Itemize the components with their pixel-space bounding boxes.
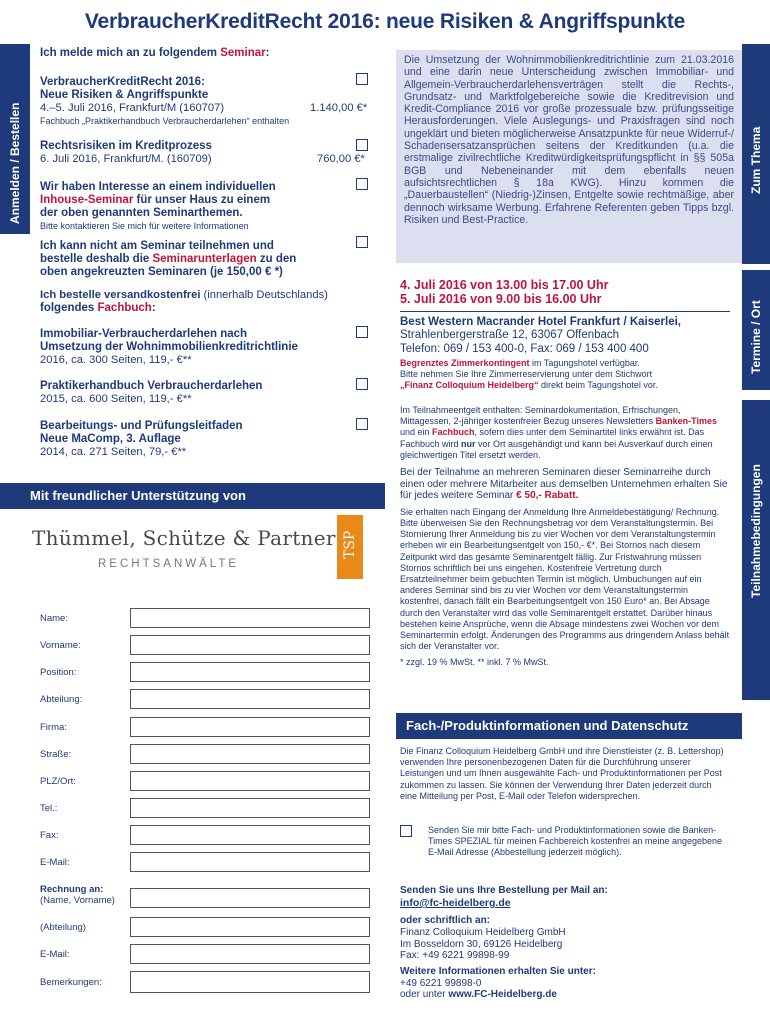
plz-ort-field[interactable] [130,771,370,791]
strasse-label: Straße: [40,749,72,760]
seminar-1-checkbox[interactable] [356,73,368,85]
unterlagen-checkbox[interactable] [356,236,368,248]
tel-label: Tel.: [40,803,58,814]
rechnung-name-field[interactable] [130,888,370,908]
support-bar: Mit freundlicher Unterstützung von [0,483,385,509]
fachbuch-intro: Ich bestelle versandkostenfrei (innerhalb Deutschlands) folgendes Fachbuch: [40,289,328,314]
abteilung-label: Abteilung: [40,694,83,705]
fax-label: Fax: [40,830,59,841]
book-1-checkbox[interactable] [356,326,368,338]
sponsor-logo-subtitle: RECHTSANWÄLTE [98,558,240,570]
web-link[interactable]: www.FC-Heidelberg.de [448,989,557,1000]
order-intro: Ich melde mich an zu folgendem Seminar: [40,47,270,59]
seminar-1: VerbraucherKreditRecht 2016: Neue Risiken & Angriffspunkte 4.–5. Juli 2016, Frankfurt/M (160707) Fachbuch „Praktikerhandbuch Verbraucherdarlehen“ enthalten [40,76,290,126]
teilnahme-p1: Im Teilnahmeentgelt enthalten: Seminardokumentation, Erfrischungen, Mittagessen, 2-jähriger kostenfreier Bezug unseres Newsletters Banken-Times und ein Fachbuch, sofern dies unter dem Seminartitel links erwähnt ist. Das Fachbuch wird nur vor Ort ausgehändigt und kann bei Ausverkauf durch einen gleichwertigen Titel ersetzt werden. [400,405,717,460]
seminar-2-checkbox[interactable] [356,139,368,151]
seminar-2-price: 760,00 €* [317,153,365,165]
side-tab-zum-thema-label: Zum Thema [749,126,763,194]
side-tab-teilnahme-label: Teilnahmebedingungen [749,464,763,598]
side-tab-anmelden-label: Anmelden / Bestellen [8,102,22,224]
datenschutz-text: Die Finanz Colloquium Heidelberg GmbH und ihre Dienstleister (z. B. Lettershop) verwenden Ihre personenbezogenen Daten für die Durchführung unserer Leistungen und um Ihnen ausgewählte Fach- und Produktinformationen per Post zukommen zu lassen. Sie können der Verwendung Ihrer Daten jederzeit durch eine Mitteilung per Post, E-Mail oder Telefon widersprechen. [400,746,724,801]
side-tab-termine [742,270,770,390]
seminar-1-price: 1.140,00 €* [310,102,368,114]
contact-block: Senden Sie uns Ihre Bestellung per Mail an: info@fc-heidelberg.de oder schriftlich an: Finanz Colloquium Heidelberg GmbH Im Bosseldorn 30, 69126 Heidelberg Fax: +49 6221 99898-99 Weitere Informationen erhalten Sie unter: +49 6221 99898-0 oder unter www.FC-Heidelberg.de [400,885,730,1001]
side-tab-anmelden [0,44,30,234]
firma-field[interactable] [130,717,370,737]
hotel-phone: Telefon: 069 / 153 400-0, Fax: 069 / 153 400 400 [400,342,649,355]
tel-field[interactable] [130,798,370,818]
book-2-checkbox[interactable] [356,378,368,390]
position-field[interactable] [130,662,370,682]
date-2: 5. Juli 2016 von 9.00 bis 16.00 Uhr [400,292,602,306]
teilnahme-p3: Sie erhalten nach Eingang der Anmeldung Ihre Anmeldebestätigung/ Rechnung. Bitte überweisen Sie den Rechnungsbetrag vor dem Veranstaltungstermin. Bei Stornierung Ihrer Anmeldung bis zu vier Wochen vor dem Veranstaltungstermin erheben wir ein Bearbeitungsentgelt von 150,- €*. Bei Stornos nach diesem Zeitpunkt wird das gesamte Seminarentgelt fällig. Zur Fristwahrung müssen Stornos schriftlich bei uns eingehen. Kostenfreie Vertretung durch Ersatzteilnehmer beim gebuchten Termin ist möglich. Umbuchungen auf ein anderes Seminar sind bis zu vier Wochen vor dem Veranstaltungstermin kostenfrei, danach fällt ein Bearbeitungsentgelt von 150 Euro* an. Bei Absage durch den Veranstalter wird das volle Seminarentgelt erstattet. Darüber hinaus bestehen keine Ansprüche, wenn die Absage mindestens zwei Wochen vor dem Seminartermin erfolgt. Änderungen des Programms aus dringendem Anlass behält sich der Veranstalter vor. [400,506,730,652]
newsletter-checkbox[interactable] [400,825,412,837]
vorname-field[interactable] [130,635,370,655]
vorname-label: Vorname: [40,640,81,651]
name-field[interactable] [130,608,370,628]
mail-link[interactable]: info@fc-heidelberg.de [400,897,511,909]
book-2: Praktikerhandbuch Verbraucherdarlehen 2015, ca. 600 Seiten, 119,- €** [40,380,263,405]
inhouse-option: Wir haben Interesse an einem individuellen Inhouse-Seminar für unser Haus zu einem der oben genannten Seminarthemen. Bitte kontaktieren Sie mich für weitere Informationen [40,181,276,231]
page-title: VerbraucherKreditRecht 2016: neue Risiken & Angriffspunkte [84,10,686,33]
datenschutz-bar: Fach-/Produktinformationen und Datenschutz [396,713,742,739]
rechnung-abteilung-label: (Abteilung) [40,922,86,933]
sponsor-logo-mark: TSP [337,515,363,579]
newsletter-text: Senden Sie mir bitte Fach- und Produktinformationen sowie die Banken-Times SPEZIAL für meinen Fachbereich kostenfrei an meine angegebene E-Mail Adresse (Abbestellung jederzeit möglich). [428,825,722,858]
strasse-field[interactable] [130,744,370,764]
side-tab-zum-thema [742,44,770,264]
book-1: Immobiliar-Verbraucherdarlehen nach Umsetzung der Wohnimmobilienkreditrichtlinie 2016, ca. 300 Seiten, 119,- €** [40,328,298,366]
rechnung-email-label: E-Mail: [40,949,70,960]
book-3-checkbox[interactable] [356,418,368,430]
unterlagen-option: Ich kann nicht am Seminar teilnehmen und bestelle deshalb die Seminarunterlagen zu den oben angekreuzten Seminaren (je 150,00 € *) [40,240,297,278]
rechnung-label: Rechnung an: (Name, Vorname) [40,884,115,906]
rechnung-abteilung-field[interactable] [130,917,370,937]
email-field[interactable] [130,852,370,872]
side-tab-termine-label: Termine / Ort [749,300,763,374]
teilnahme-block [400,405,730,669]
termine-divider [400,311,730,312]
zum-thema-text: Die Umsetzung der Wohnimmobilienkreditrichtlinie zum 21.03.2016 und eine darin neue Unterscheidung zwischen Immobiliar- und Allgemein-Verbraucherdarlehensverträgen stellt die Rechts-, Grundsatz- und Marktfolgebereiche sowie die Kreditrevision und Kredit-Compliance 2016 vor große prozessuale bzw. prüfungsseitige Herausforderungen. Viele Auslegungs- und Praxisfragen sind noch ungeklärt und bieten möglicherweise Ansatzpunkte für neue Widerruf-/ Schadensersatzansprüchen seitens der Kreditkunden (u.a. die erstmalige zivilrechtliche Kreditwürdigkeitsprüfungspflicht in §§ 505a BGB und Nebeneinander mit dem ebenfalls neuen aufsichtsrechtlichen § 18a KWG). Hinzu kommen die „Dauerbaustellen“ (Niedrig-)Zinsen, Entgelte sowie rechtmäßige, aber dennoch wirksame Werbung. Erfahrene Referenten geben Tipps bzgl. Risiken und Best-Practice. [396,50,742,263]
book-3: Bearbeitungs- und Prüfungsleitfaden Neue MaComp, 3. Auflage 2014, ca. 271 Seiten, 79,- €** [40,420,243,458]
firma-label: Firma: [40,722,67,733]
termine-block: 4. Juli 2016 von 13.00 bis 17.00 Uhr 5. Juli 2016 von 9.00 bis 16.00 Uhr Best Western Macrander Hotel Frankfurt / Kaiserlei, Strahlenbergerstraße 12, 63067 Offenbach Telefon: 069 / 153 400-0, Fax: 069 / 153 400 400 Begrenztes Zimmerkontingent im Tagungshotel verfügbar. Bitte nehmen Sie Ihre Zimmerreservierung unter dem Stichwort „Finanz Colloquium Heidelberg“ direkt beim Tagungshotel vor. [400,278,730,392]
footnote: * zzgl. 19 % MwSt. ** inkl. 7 % MwSt. [400,657,549,668]
bemerkungen-field[interactable] [130,971,370,993]
name-label: Name: [40,613,68,624]
inhouse-checkbox[interactable] [356,178,368,190]
side-tab-teilnahme [742,400,770,700]
teilnahme-p2: Bei der Teilnahme an mehreren Seminaren dieser Seminarreihe durch einen oder mehrere Mitarbeiter aus demselben Unternehmen erhalten Sie für jedes weitere Seminar € 50,- Rabatt. [400,467,728,502]
plz-ort-label: PLZ/Ort: [40,776,76,787]
bemerkungen-label: Bemerkungen: [40,977,102,988]
abteilung-field[interactable] [130,689,370,709]
hotel-name: Best Western Macrander Hotel Frankfurt / Kaiserlei, [400,316,681,328]
rechnung-email-field[interactable] [130,944,370,964]
hotel-street: Strahlenbergerstraße 12, 63067 Offenbach [400,329,620,341]
fax-field[interactable] [130,825,370,845]
seminar-2: Rechtsrisiken im Kreditprozess 6. Juli 2016, Frankfurt/M. (160709) [40,140,212,165]
email-label: E-Mail: [40,857,70,868]
date-1: 4. Juli 2016 von 13.00 bis 17.00 Uhr [400,278,609,292]
sponsor-logo-name: Thümmel, Schütze & Partner [32,526,336,550]
position-label: Position: [40,667,77,678]
